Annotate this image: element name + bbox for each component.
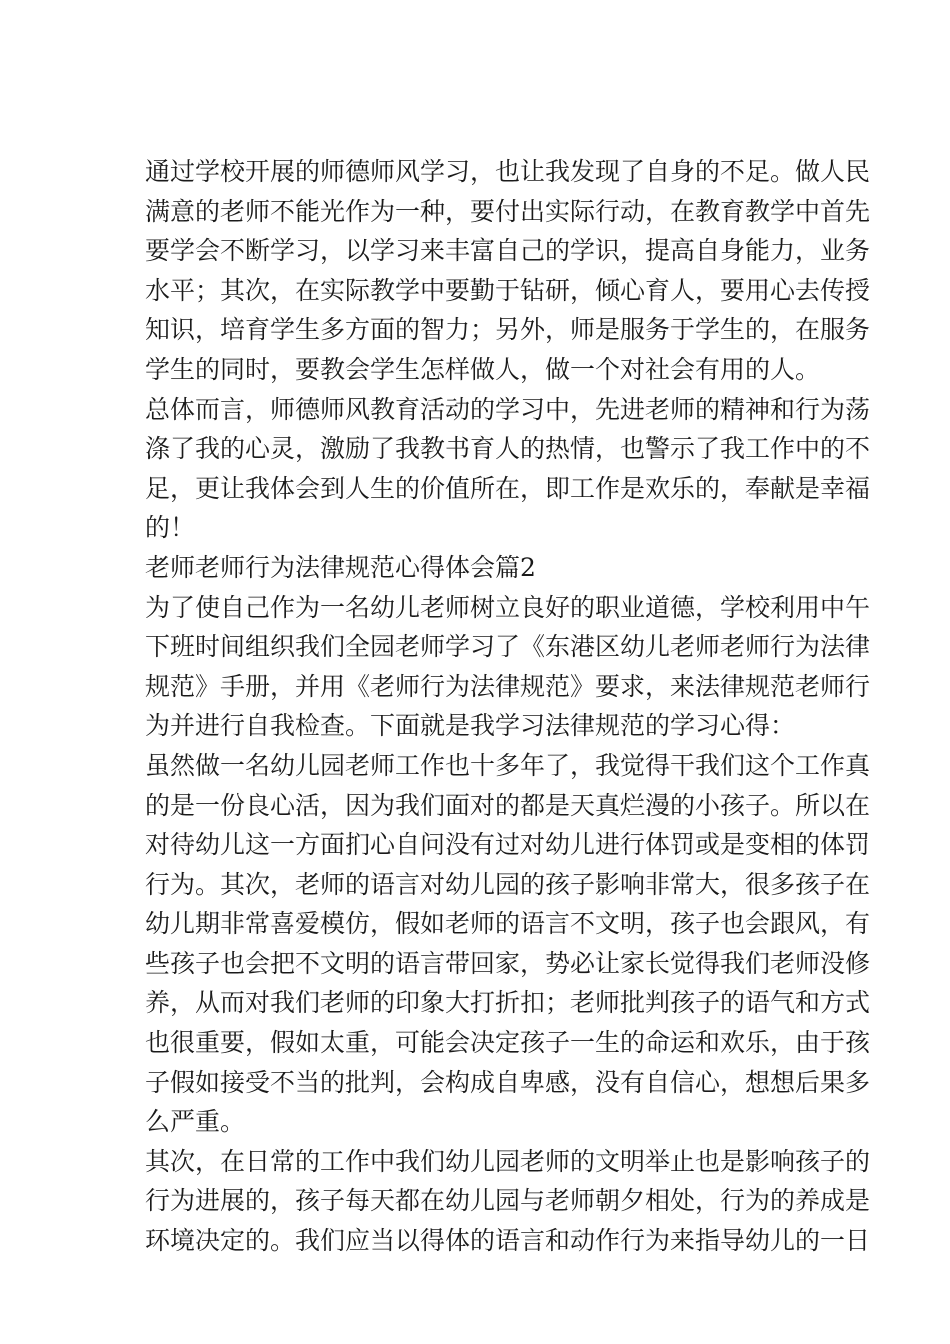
text-line: 的！ [145, 513, 196, 543]
text-line: 行为进展的，孩子每天都在幼儿园与老师朝夕相处，行为的养成是 [145, 1186, 871, 1216]
document-body [145, 152, 871, 1261]
text-line: 下班时间组织我们全园老师学习了《东港区幼儿老师老师行为法律 [145, 632, 871, 662]
text-line: 的是一份良心活，因为我们面对的都是天真烂漫的小孩子。所以在 [145, 790, 871, 820]
text-line: 老师老师行为法律规范心得体会篇2 [145, 552, 536, 582]
text-line: 要学会不断学习，以学习来丰富自己的学识，提高自身能力，业务 [145, 236, 871, 266]
text-line: 么严重。 [145, 1107, 246, 1137]
text-line: 幼儿期非常喜爱模仿，假如老师的语言不文明，孩子也会跟风，有 [145, 909, 871, 939]
text-line: 满意的老师不能光作为一种，要付出实际行动，在教育教学中首先 [145, 196, 871, 226]
text-line: 水平；其次，在实际教学中要勤于钻研，倾心育人，要用心去传授 [145, 275, 871, 305]
text-line: 养，从而对我们老师的印象大打折扣；老师批判孩子的语气和方式 [145, 988, 871, 1018]
text-line: 学生的同时，要教会学生怎样做人，做一个对社会有用的人。 [145, 354, 821, 384]
text-line: 子假如接受不当的批判，会构成自卑感，没有自信心，想想后果多 [145, 1067, 871, 1097]
text-line: 通过学校开展的师德师风学习，也让我发现了自身的不足。做人民 [145, 157, 871, 186]
text-line: 规范》手册，并用《老师行为法律规范》要求，来法律规范老师行 [145, 671, 871, 701]
text-line: 行为。其次，老师的语言对幼儿园的孩子影响非常大，很多孩子在 [145, 869, 871, 899]
text-line: 对待幼儿这一方面扪心自问没有过对幼儿进行体罚或是变相的体罚 [145, 830, 871, 860]
text-line: 也很重要，假如太重，可能会决定孩子一生的命运和欢乐，由于孩 [145, 1028, 871, 1058]
text-line: 些孩子也会把不文明的语言带回家，势必让家长觉得我们老师没修 [145, 948, 871, 978]
text-line: 环境决定的。我们应当以得体的语言和动作行为来指导幼儿的一日 [145, 1226, 871, 1256]
text-line: 为并进行自我检查。下面就是我学习法律规范的学习心得： [145, 711, 796, 741]
text-line: 知识，培育学生多方面的智力；另外，师是服务于学生的，在服务 [145, 315, 871, 345]
text-line: 足，更让我体会到人生的价值所在，即工作是欢乐的，奉献是幸福 [145, 473, 871, 503]
text-line: 涤了我的心灵，激励了我教书育人的热情，也警示了我工作中的不 [145, 434, 871, 464]
text-line: 其次，在日常的工作中我们幼儿园老师的文明举止也是影响孩子的 [145, 1146, 871, 1176]
text-line: 虽然做一名幼儿园老师工作也十多年了，我觉得干我们这个工作真 [145, 750, 871, 780]
text-line: 总体而言，师德师风教育活动的学习中，先进老师的精神和行为荡 [145, 394, 871, 424]
text-line: 为了使自己作为一名幼儿老师树立良好的职业道德，学校利用中午 [145, 592, 871, 622]
